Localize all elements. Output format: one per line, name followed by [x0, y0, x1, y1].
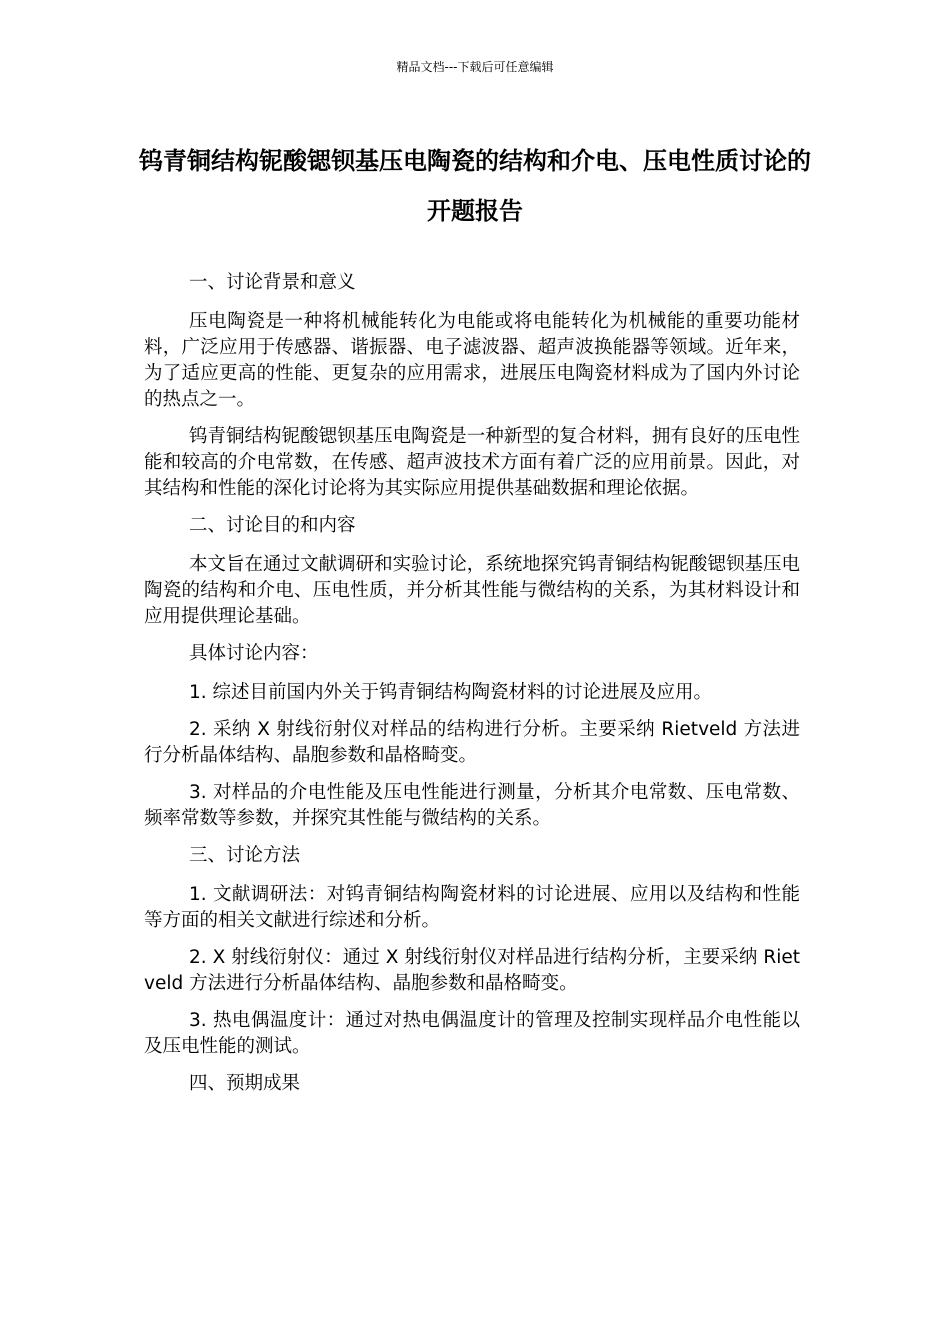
section-heading-expected-results: 四、预期成果: [189, 1073, 301, 1094]
section-heading-methods: 三、讨论方法: [189, 845, 301, 866]
paragraph-background-2: 钨青铜结构铌酸锶钡基压电陶瓷是一种新型的复合材料，拥有良好的压电性能和较高的介电常数，在传感、超声波技术方面有着广泛的应用前景。因此，对其结构和性能的深化讨论将为其实际应用提供基础数据和理论依据。: [144, 426, 800, 499]
section-heading-objectives: 二、讨论目的和内容: [189, 515, 356, 536]
list-item-method-2: 2. X 射线衍射仪：通过 X 射线衍射仪对样品进行结构分析，主要采纳 Rietveld 方法进行分析晶体结构、晶胞参数和晶格畸变。: [144, 947, 800, 994]
document-body: [144, 270, 800, 1110]
header-note: 精品文档---下载后可任意编辑: [396, 60, 554, 74]
subheading-specific-content: 具体讨论内容：: [189, 643, 319, 664]
paragraph-background-1: 压电陶瓷是一种将机械能转化为电能或将电能转化为机械能的重要功能材料，广泛应用于传感器、谐振器、电子滤波器、超声波换能器等领域。近年来，为了适应更高的性能、更复杂的应用需求，进展压电陶瓷材料成为了国内外讨论的热点之一。: [144, 311, 800, 410]
document-title: 钨青铜结构铌酸锶钡基压电陶瓷的结构和介电、压电性质讨论的开题报告: [139, 147, 811, 225]
list-item-content-3: 3. 对样品的介电性能及压电性能进行测量，分析其介电常数、压电常数、频率常数等参数，并探究其性能与微结构的关系。: [144, 782, 800, 829]
list-item-content-1: 1. 综述目前国内外关于钨青铜结构陶瓷材料的讨论进展及应用。: [189, 682, 713, 703]
list-item-method-3: 3. 热电偶温度计：通过对热电偶温度计的管理及控制实现样品介电性能以及压电性能的测试。: [144, 1010, 800, 1057]
paragraph-objectives: 本文旨在通过文献调研和实验讨论，系统地探究钨青铜结构铌酸锶钡基压电陶瓷的结构和介电、压电性质，并分析其性能与微结构的关系，为其材料设计和应用提供理论基础。: [144, 554, 800, 627]
section-heading-background: 一、讨论背景和意义: [189, 272, 356, 293]
list-item-method-1: 1. 文献调研法：对钨青铜结构陶瓷材料的讨论进展、应用以及结构和性能等方面的相关文献进行综述和分析。: [144, 884, 800, 931]
list-item-content-2: 2. 采纳 X 射线衍射仪对样品的结构进行分析。主要采纳 Rietveld 方法进行分析晶体结构、晶胞参数和晶格畸变。: [144, 719, 800, 766]
